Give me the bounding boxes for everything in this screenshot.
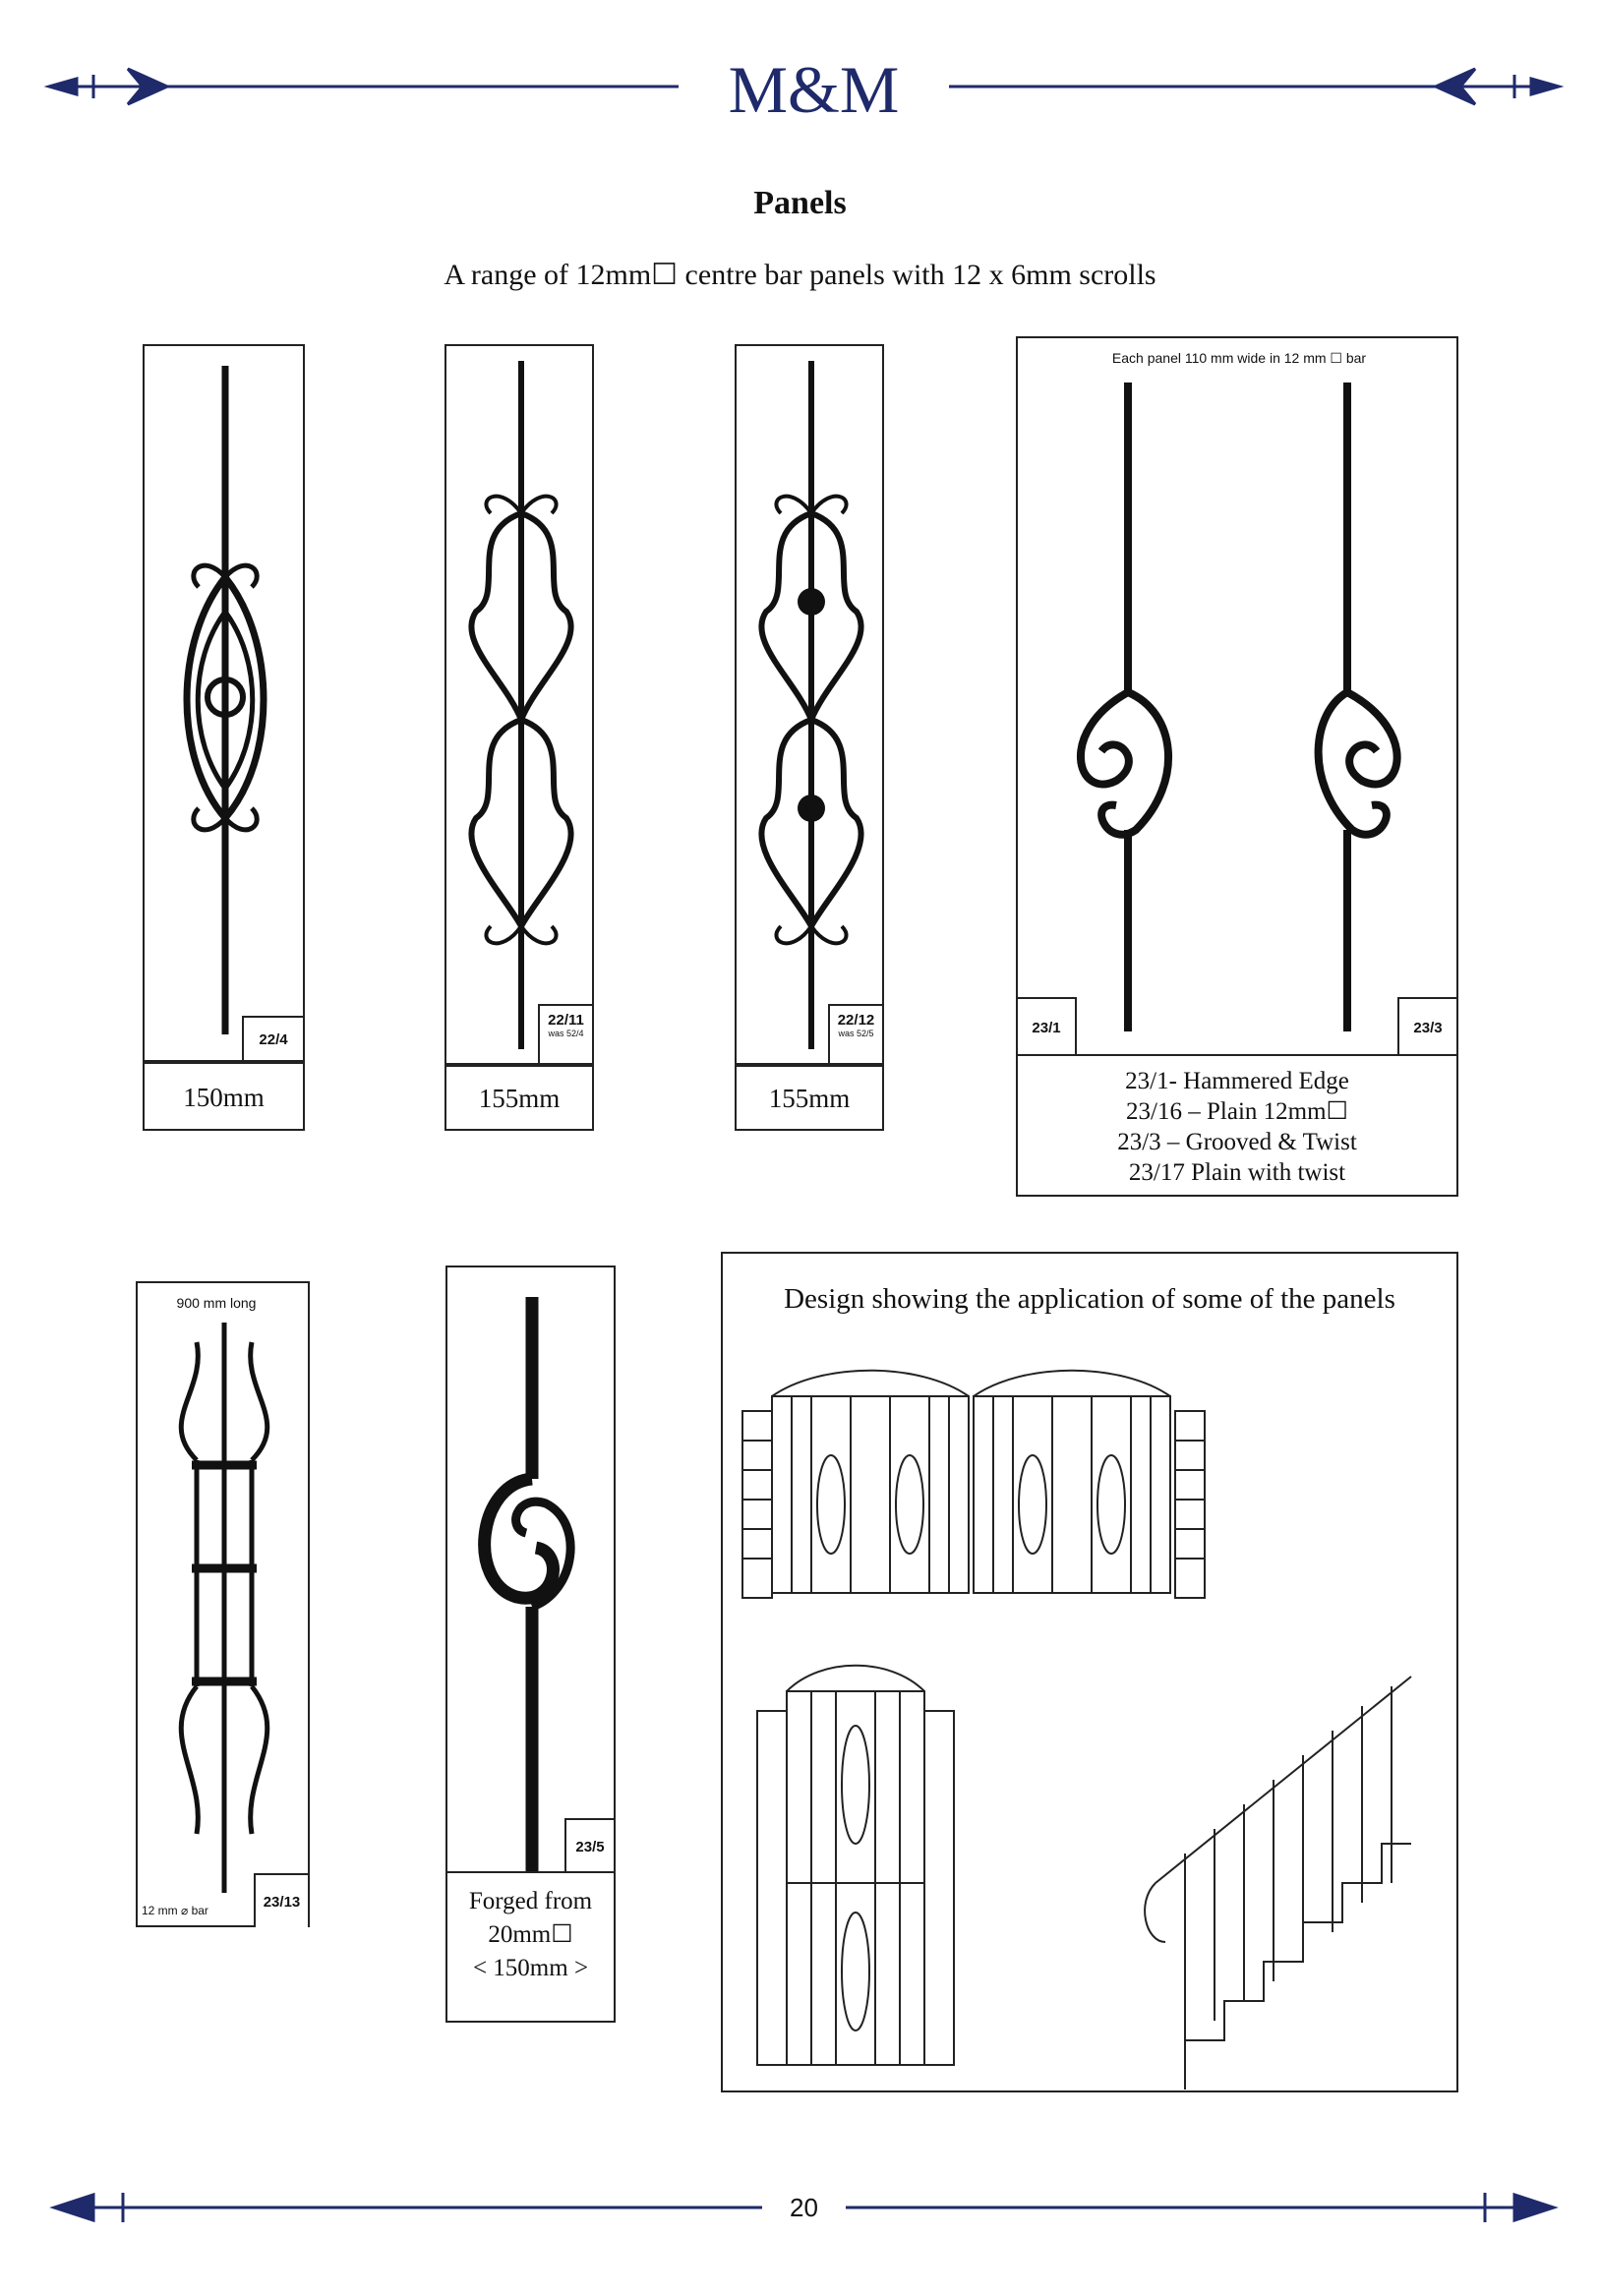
panel-23-line-4: 23/17 Plain with twist — [1128, 1159, 1346, 1186]
panel-22-12-code-text: 22/12 — [837, 1012, 875, 1029]
panel-23-drawing — [1018, 338, 1460, 1056]
panel-22-11-drawing — [446, 346, 596, 1067]
panel-22-11-size: 155mm — [444, 1065, 594, 1131]
panel-23-5-line-1: Forged from — [468, 1888, 593, 1914]
panel-23-5 — [445, 1266, 616, 2023]
brand-title: M&M — [728, 52, 900, 127]
panel-23-13-drawing — [138, 1283, 312, 1929]
panel-22-12-was: was 52/5 — [838, 1029, 874, 1038]
page-number: 20 — [790, 2193, 818, 2222]
panel-23-1-code: 23/1 — [1018, 997, 1077, 1056]
panel-23-13-note: 900 mm long — [176, 1295, 257, 1311]
panel-22-12-size: 155mm — [735, 1065, 884, 1131]
page-subtitle: A range of 12mm☐ centre bar panels with 12 x 6mm scrolls — [444, 259, 1156, 291]
panel-22-12-drawing — [737, 346, 886, 1067]
panel-23-line-2: 23/16 – Plain 12mm☐ — [1126, 1098, 1348, 1125]
panel-23-caption — [1018, 1054, 1456, 1197]
panel-23-5-code: 23/5 — [564, 1818, 614, 1873]
design-drawing — [723, 1254, 1460, 2094]
panel-22-4-drawing — [145, 346, 307, 1064]
panel-22-11-was: was 52/4 — [548, 1029, 584, 1038]
page-title: Panels — [753, 185, 847, 221]
panel-23-5-caption — [447, 1871, 614, 2021]
panel-23-note: Each panel 110 mm wide in 12 mm ☐ bar — [1111, 350, 1367, 366]
design-title: Design showing the application of some of the panels — [784, 1283, 1395, 1315]
design-panel — [721, 1252, 1458, 2092]
panel-22-4-code: 22/4 — [242, 1016, 303, 1060]
panel-23-5-line-2: 20mm☐ — [488, 1921, 573, 1948]
panel-22-11 — [444, 344, 594, 1065]
panel-22-11-code-text: 22/11 — [548, 1012, 584, 1029]
panel-23-13 — [136, 1281, 310, 1927]
panel-23-3-code: 23/3 — [1397, 997, 1456, 1056]
panel-22-11-code — [538, 1004, 592, 1063]
panel-23-line-3: 23/3 – Grooved & Twist — [1117, 1129, 1357, 1155]
panel-22-12 — [735, 344, 884, 1065]
panel-23-5-line-3: < 150mm > — [472, 1955, 589, 1981]
panel-22-12-code — [828, 1004, 882, 1063]
panel-23-13-code: 23/13 — [254, 1873, 308, 1927]
panel-22-4-size: 150mm — [143, 1062, 305, 1131]
panel-23-line-1: 23/1- Hammered Edge — [1125, 1068, 1349, 1094]
panel-23-5-drawing — [447, 1267, 618, 1877]
panel-23-13-bar: 12 mm ⌀ bar — [142, 1904, 208, 1917]
panel-23-1-23-3 — [1016, 336, 1458, 1197]
panel-22-4 — [143, 344, 305, 1062]
